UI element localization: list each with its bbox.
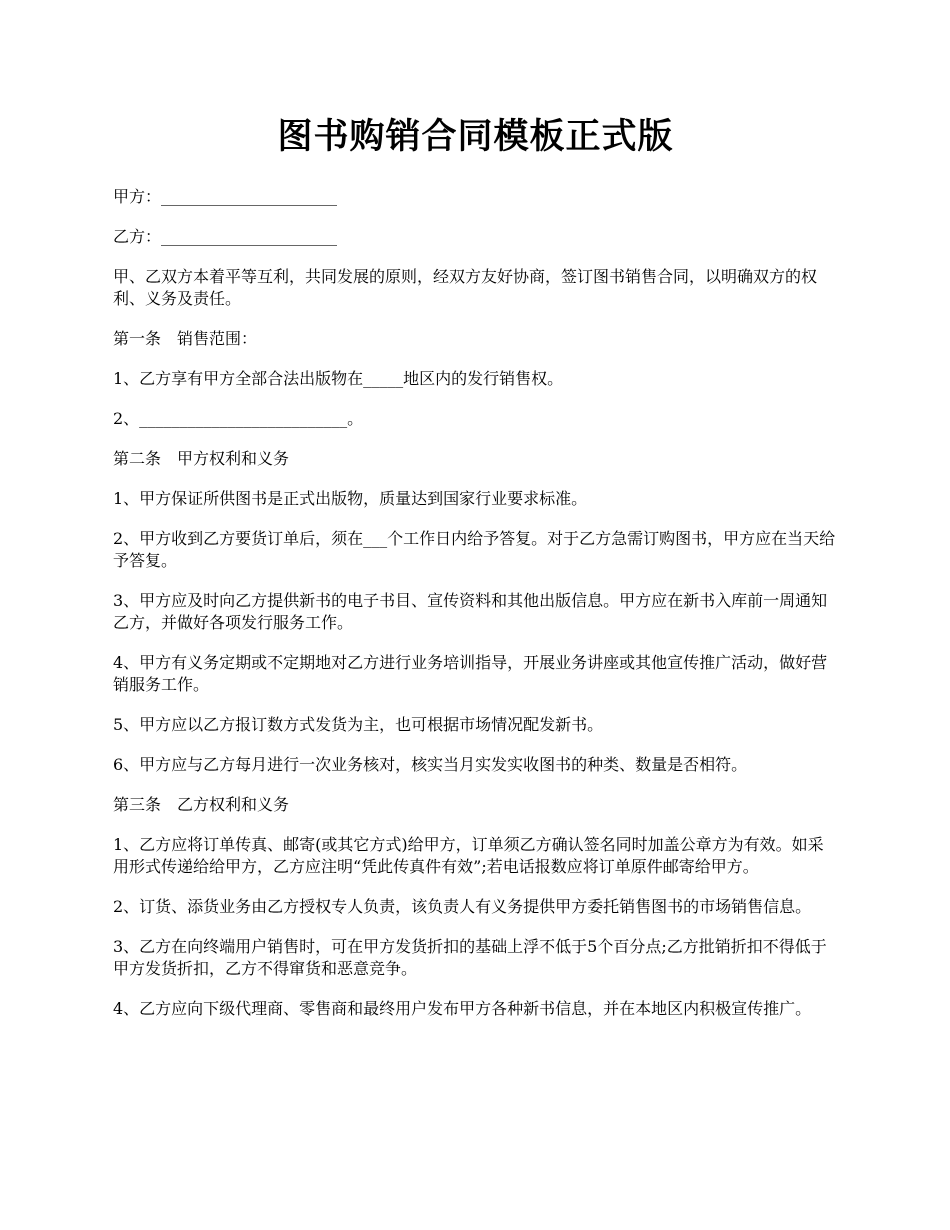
article-2-clause-4: 4、甲方有义务定期或不定期地对乙方进行业务培训指导，开展业务讲座或其他宣传推广活动，做好营销服务工作。 xyxy=(113,653,828,694)
article-3-clause-4: 4、乙方应向下级代理商、零售商和最终用户发布甲方各种新书信息，并在本地区内积极宣传推广。 xyxy=(113,999,812,1018)
article-3-clause-2: 2、订货、添货业务由乙方授权专人负责，该负责人有义务提供甲方委托销售图书的市场销售信息。 xyxy=(113,897,812,916)
article-1-clause-2: 2、__________________________。 xyxy=(113,409,364,428)
article-3-clause-3: 3、乙方在向终端用户销售时，可在甲方发货折扣的基础上浮不低于5个百分点;乙方批销折扣不得低于甲方发货折扣，乙方不得窜货和恶意竞争。 xyxy=(113,937,827,978)
article-1-clause-1: 1、乙方享有甲方全部合法出版物在_____地区内的发行销售权。 xyxy=(113,369,564,388)
document-body xyxy=(113,186,838,1020)
article-3-heading: 第三条 乙方权利和义务 xyxy=(113,795,290,814)
preamble: 甲、乙双方本着平等互利，共同发展的原则，经双方友好协商，签订图书销售合同，以明确双方的权利、义务及责任。 xyxy=(113,267,818,308)
document-title: 图书购销合同模板正式版 xyxy=(277,117,674,157)
party-a-line: 甲方：______________________ xyxy=(113,187,338,206)
article-2-clause-1: 1、甲方保证所供图书是正式出版物，质量达到国家行业要求标准。 xyxy=(113,489,588,508)
article-1-heading: 第一条 销售范围： xyxy=(113,329,258,348)
article-2-clause-2: 2、甲方收到乙方要货订单后，须在___个工作日内给予答复。对于乙方急需订购图书，甲方应在当天给予答复。 xyxy=(113,529,836,570)
article-2-heading: 第二条 甲方权利和义务 xyxy=(113,449,290,468)
article-3-clause-1: 1、乙方应将订单传真、邮寄(或其它方式)给甲方，订单须乙方确认签名同时加盖公章方为有效。如采用形式传递给给甲方，乙方应注明“凭此传真件有效”;若电话报数应将订单原件邮寄给甲方。 xyxy=(113,835,824,876)
article-2-clause-5: 5、甲方应以乙方报订数方式发货为主，也可根据市场情况配发新书。 xyxy=(113,715,604,734)
party-b-line: 乙方：______________________ xyxy=(113,227,338,246)
article-2-clause-3: 3、甲方应及时向乙方提供新书的电子书目、宣传资料和其他出版信息。甲方应在新书入库前一周通知乙方，并做好各项发行服务工作。 xyxy=(113,591,828,632)
article-2-clause-6: 6、甲方应与乙方每月进行一次业务核对，核实当月实发实收图书的种类、数量是否相符。 xyxy=(113,755,748,774)
